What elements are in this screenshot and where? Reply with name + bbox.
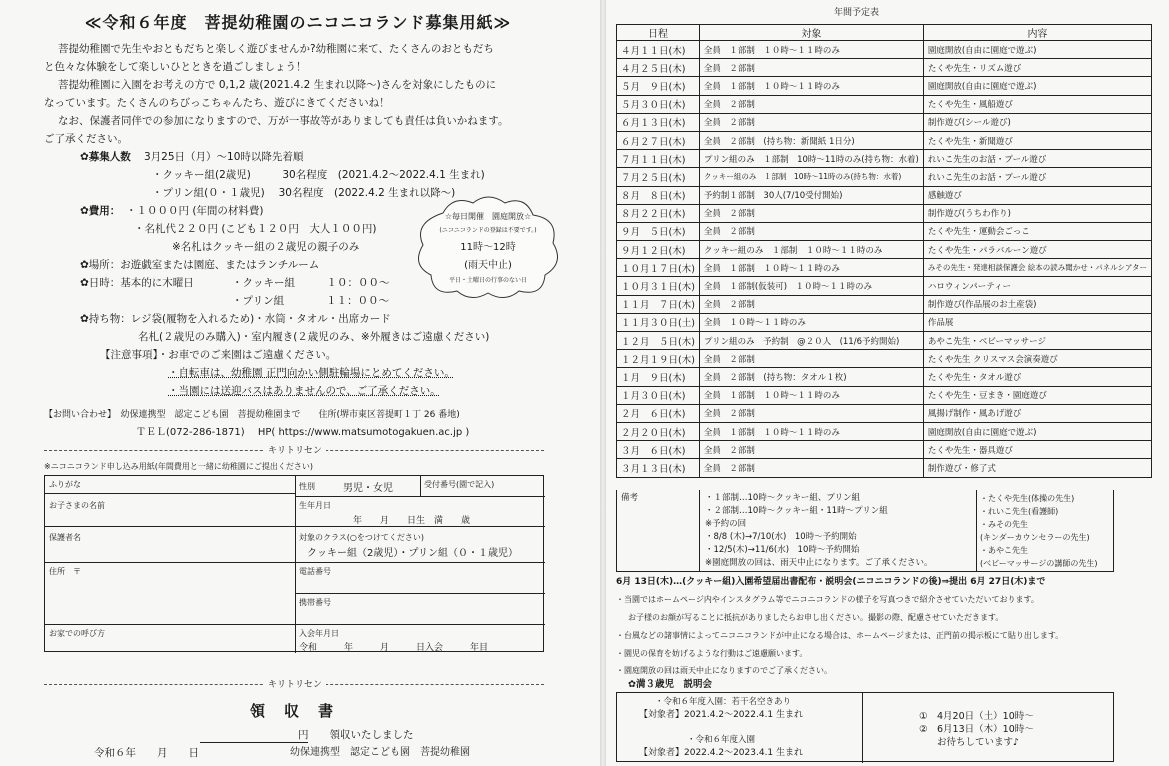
class-field[interactable]: クッキー組（2歳児）・プリン組（０・１歳児） [307, 548, 518, 559]
info-line: ・園児の保育を妨げるような行動はご遠慮願います。 [616, 649, 808, 658]
table-row [617, 313, 1152, 331]
table-row [617, 241, 1152, 259]
row-content: みその先生・発達相談保護会 絵本の読み聞かせ・パネルシアター [923, 259, 1151, 277]
row-target: プリン組のみ １部制 10時～11時のみ(持ち物：水着) [699, 150, 923, 168]
row-target: 全員 ２部制 [699, 404, 923, 422]
row-target: 全員 １部制 １０時～１１時のみ [699, 259, 923, 277]
briefing-date: ② 6月13日（木）10時～ [919, 724, 1034, 735]
row-content: たくや先生・運動会ごっこ [923, 222, 1151, 240]
row-date: ３月 ６日(木) [617, 441, 700, 459]
notes-line: ・１部制…10時～クッキー組、プリン組 [705, 493, 860, 503]
entry-field[interactable]: 令和 年 月 日入会 年目 [299, 643, 489, 653]
table-row [617, 168, 1152, 186]
table-row [617, 222, 1152, 240]
briefing-title: ✿満３歳児 説明会 [628, 679, 712, 690]
row-date: １２月１９日(木) [617, 350, 700, 368]
row-date: ６月２７日(木) [617, 131, 700, 149]
receipt-no-label: 受付番号(園で記入) [424, 480, 495, 489]
header-target: 対象 [699, 25, 923, 41]
intro-line: と色々な体験をして楽しいひとときを過ごしましょう！ [44, 61, 307, 73]
recruit-label: ✿募集人数 [80, 151, 131, 163]
row-content: たくや先生・豆まき・園庭遊び [923, 386, 1151, 404]
row-date: ７月２５日(木) [617, 168, 700, 186]
notes-line: ・れいこ先生(看護師) [980, 507, 1059, 516]
row-content: たくや先生・新聞遊び [923, 131, 1151, 149]
row-date: １０月１７日(木) [617, 259, 700, 277]
caution-line: ・自転車は、幼稚園 正門向かい側駐輪場にとめてください。 [168, 367, 455, 379]
notes-line: ・２部制…10時～クッキー組・11時～プリン組 [705, 506, 888, 516]
guardian-label: 保護者名 [49, 533, 81, 542]
intro-line: 菩提幼稚園に入園をお考えの方で 0,1,2 歳(2021.4.2 生まれ以降～)さんを対象にしたものに [58, 79, 497, 91]
row-target: 全員 １部制 １０時～１１時のみ [699, 386, 923, 404]
row-content: 作品展 [923, 313, 1151, 331]
fee-line: ・１０００円 (年間の材料費) [126, 205, 264, 217]
table-row [617, 113, 1152, 131]
row-target: 全員 ２部制 (持ち物：新聞紙 1日分) [699, 131, 923, 149]
cloud-time: 11時～12時 [460, 242, 516, 253]
row-date: ５月 ９日(木) [617, 77, 700, 95]
schedule-title: 年間予定表 [834, 8, 880, 18]
row-date: ２月２０日(木) [617, 422, 700, 440]
table-row [617, 41, 1152, 59]
row-date: １１月 ７日(木) [617, 295, 700, 313]
notes-box [616, 490, 1114, 572]
table-row [617, 459, 1152, 477]
row-content: あやこ先生・ベビーマッサージ [923, 332, 1151, 350]
row-target: 全員 １部制 １０時～１１時のみ [699, 41, 923, 59]
contact-tel-hp[interactable]: ＴＥＬ(072-286-1871) HP( https://www.matsumotogakuen.ac.jp ) [136, 427, 470, 438]
row-content: 園庭開放(自由に園庭で遊ぶ) [923, 422, 1151, 440]
gender-label: 性別 [299, 482, 315, 491]
table-row [617, 95, 1152, 113]
row-target: 全員 ２部制 [699, 350, 923, 368]
row-target: 全員 ２部制 [699, 59, 923, 77]
row-date: １１月３０日(土) [617, 313, 700, 331]
birth-label: 生年月日 [299, 501, 331, 510]
fee-line: ・名札代２２０円 (こども１２０円 大人１００円) [134, 223, 377, 235]
recruit-date: 3月25日（月）～10時以降先着順 [144, 151, 304, 163]
fee-label: ✿費用： [80, 205, 121, 217]
notes-line: (キンダーカウンセラーの先生) [980, 533, 1090, 542]
cloud-title: ☆毎日開催 園庭開放☆ [444, 212, 532, 221]
notes-mid [705, 492, 932, 570]
cut-label: キリトリセン [264, 677, 326, 690]
table-row [617, 422, 1152, 440]
fee-note: ※名札はクッキー組の２歳児の親子のみ [172, 241, 360, 253]
briefing-line: 【対象者】2021.4.2～2022.4.1 生まれ [639, 710, 804, 720]
row-content: れいこ先生のお話・プール遊び [923, 150, 1151, 168]
notes-right [980, 492, 1097, 570]
briefing-box [616, 692, 1114, 762]
row-date: ９月１２日(木) [617, 241, 700, 259]
row-target: 全員 ２部制 (持ち物：タオル１枚) [699, 368, 923, 386]
form-note: ※ニコニコランド申し込み用紙(年間費用と一緒に幼稚園にご提出ください) [44, 462, 313, 471]
cloud-note: (ニコニコランドの登録は不要です。) [439, 227, 537, 234]
notes-line: ・たくや先生(体操の先生) [980, 494, 1075, 503]
row-target: 全員 ２部制 [699, 222, 923, 240]
table-row [617, 131, 1152, 149]
row-date: ３月１３日(木) [617, 459, 700, 477]
table-row [617, 441, 1152, 459]
row-date: ６月１３日(木) [617, 113, 700, 131]
info-line: 6月 13日(木)…(クッキー組)入園希望届出書配布・説明会(ニコニコランドの後)⇒提出 6月 27日(木)まで [616, 577, 1046, 587]
row-target: 予約制１部制 30人(7/10受付開始) [699, 186, 923, 204]
caution-line: ・当園には送迎バスはありませんので、ご了承ください。 [168, 385, 441, 397]
furigana-label: ふりがな [49, 480, 81, 489]
row-content: 制作遊び(作品展のお土産袋) [923, 295, 1151, 313]
row-content: たくや先生・タオル遊び [923, 368, 1151, 386]
notes-line: (ベビーマッサージの講師の先生) [980, 559, 1098, 568]
row-content: れいこ先生のお話・プール遊び [923, 168, 1151, 186]
briefing-line: ・令和６年度入園 [687, 735, 756, 745]
header-content: 内容 [923, 25, 1151, 41]
datetime-label: ✿日時：基本的に木曜日 [80, 277, 194, 289]
row-date: ４月２５日(木) [617, 59, 700, 77]
row-date: ８月 ８日(木) [617, 186, 700, 204]
info-line: ・園庭開放の回は雨天中止になりますのでご了承ください。 [616, 666, 832, 675]
row-date: １０月３１日(木) [617, 277, 700, 295]
table-row [617, 77, 1152, 95]
gender-field[interactable]: 男児・女児 [343, 483, 393, 494]
row-content: 園庭開放(自由に園庭で遊ぶ) [923, 41, 1151, 59]
table-row [617, 295, 1152, 313]
row-target: 全員 ２部制 [699, 459, 923, 477]
notes-line: ※園庭開放の回は、雨天中止になります。ご了承ください。 [705, 558, 933, 568]
table-row [617, 332, 1152, 350]
application-form [44, 475, 544, 652]
row-content: たくや先生・リズム遊び [923, 59, 1151, 77]
row-content: たくや先生・風船遊び [923, 95, 1151, 113]
row-date: ４月１１日(木) [617, 41, 700, 59]
row-target: 全員 １部制 １０時～１１時のみ [699, 77, 923, 95]
row-content: たくや先生 クリスマス会演奏遊び [923, 350, 1151, 368]
header-date: 日程 [617, 25, 700, 41]
receipt-date: 令和６年 月 日 [94, 747, 199, 759]
schedule-table [616, 24, 1152, 478]
intro-line: なお、保護者同伴での参加になりますので、万が一事故等がありましても責任は負いかねます。 [58, 115, 509, 127]
intro-line: ご了承ください。 [44, 133, 128, 145]
table-row [617, 259, 1152, 277]
child-name-label: お子さまの名前 [49, 501, 105, 510]
table-row [617, 368, 1152, 386]
row-target: 全員 １部制(仮装可) １０時～１１時のみ [699, 277, 923, 295]
table-row [617, 186, 1152, 204]
table-row [617, 350, 1152, 368]
row-target: 全員 １０時～１１時のみ [699, 313, 923, 331]
table-header-row [617, 25, 1152, 41]
notes-label: 備考 [621, 493, 639, 503]
row-date: ８月２２日(木) [617, 204, 700, 222]
page-title: ≪令和６年度 菩提幼稚園のニコニコランド募集用紙≫ [84, 13, 512, 32]
nickname-label: お家での呼び方 [49, 629, 105, 638]
receipt-amount-line [200, 742, 308, 743]
cookie-group: ・クッキー組(2歳児) 30名程度 (2021.4.2～2022.4.1 生まれ) [152, 169, 485, 181]
notes-line: ・あやこ先生 [980, 546, 1028, 555]
table-row [617, 404, 1152, 422]
row-date: １２月 ５日(木) [617, 332, 700, 350]
row-content: 制作遊び(うちわ作り) [923, 204, 1151, 222]
birth-field[interactable]: 年 月 日生 満 歳 [353, 516, 471, 526]
table-row [617, 150, 1152, 168]
row-target: 全員 ２部制 [699, 204, 923, 222]
row-target: 全員 １部制 １０時～１１時のみ [699, 422, 923, 440]
mobile-label: 携帯番号 [299, 598, 331, 607]
row-target: 全員 ２部制 [699, 441, 923, 459]
row-date: ２月 ６日(木) [617, 404, 700, 422]
cloud-days: 平日・土曜日の行事のない日 [448, 277, 527, 284]
row-date: １月 ９日(木) [617, 368, 700, 386]
contact: 【お問い合わせ】 幼保連携型 認定こども園 菩提幼稚園まで 住所(堺市東区菩提町１丁 26 番地) [44, 410, 460, 420]
phone-label: 電話番号 [299, 567, 331, 576]
notes-line: ※予約の回 [705, 519, 747, 529]
receipt-title: 領 収 書 [250, 702, 336, 720]
cloud-text [413, 210, 563, 288]
datetime-cookie: ・クッキー組 １０：００～ [232, 277, 390, 289]
row-target: 全員 ２部制 [699, 295, 923, 313]
row-target: クッキー組のみ １部制 １０時～１１時のみ [699, 241, 923, 259]
briefing-line: 【対象者】2022.4.2～2023.4.1 生まれ [639, 748, 804, 758]
intro-line: 菩提幼稚園で先生やおともだちと楽しく遊びませんか?幼稚園に来て、たくさんのおともだち [58, 43, 494, 55]
row-target: 全員 ２部制 [699, 113, 923, 131]
table-row [617, 59, 1152, 77]
row-content: 風揚げ制作・風あげ遊び [923, 404, 1151, 422]
info-line: ・当園ではホームページ内やインスタグラム等でニコニコランドの様子を写真つきで紹介させていただいております。 [616, 595, 1039, 604]
cut-label: キリトリセン [264, 443, 326, 456]
notes-line: ・みその先生 [980, 520, 1028, 529]
address-label: 住所 〒 [49, 567, 81, 576]
row-content: 感触遊び [923, 186, 1151, 204]
row-content: たくや先生・器具遊び [923, 441, 1151, 459]
place: ✿場所：お遊戯室または園庭、またはランチルーム [80, 259, 320, 271]
cloud-rain: (雨天中止) [464, 260, 512, 271]
table-row [617, 386, 1152, 404]
info-line: お子様のお顔が写ることに抵抗がありましたらお申し出ください。撮影の際、配慮させていただきます。 [628, 613, 1004, 622]
receipt-issuer: 幼保連携型 認定こども園 菩提幼稚園 [290, 747, 470, 758]
receipt-yen: 円 領収いたしました [298, 729, 414, 741]
table-row [617, 204, 1152, 222]
notes-line: ・12/5(木)→11/6(水) 10時～予約開始 [705, 545, 860, 555]
row-content: ハロウィンパーティー [923, 277, 1151, 295]
datetime-purin: ・プリン組 １１：００～ [232, 295, 390, 307]
items-line: ✿持ち物：レジ袋(履物を入れるため)・水筒・タオル・出席カード [80, 313, 391, 325]
briefing-line: ・令和６年度入園：若干名空きあり [655, 697, 792, 707]
row-content: 園庭開放(自由に園庭で遊ぶ) [923, 77, 1151, 95]
class-label: 対象のクラス(○をつけてください) [299, 533, 424, 542]
briefing-date: ① 4月20日（土）10時～ [919, 711, 1034, 722]
row-content: たくや先生・パラバルーン遊び [923, 241, 1151, 259]
row-date: １月３０日(木) [617, 386, 700, 404]
caution-line: 【注意事項】・お車でのご来園はご遠慮ください。 [100, 349, 337, 361]
briefing-closing: お待ちしています♪ [937, 737, 1020, 748]
info-line: ・台風などの諸事情によってニコニコランドが中止になる場合は、ホームページまたは、正門前の掲示板にて貼り出します。 [616, 631, 1064, 640]
entry-label: 入会年月日 [299, 629, 339, 638]
row-target: クッキー組のみ １部制 10時～11時のみ(持ち物：水着) [699, 168, 923, 186]
row-target: プリン組のみ 予約制 @２０人 (11/6予約開始) [699, 332, 923, 350]
purin-group: ・プリン組(０・１歳児) 30名程度 (2022.4.2 生まれ以降～) [152, 187, 456, 199]
row-target: 全員 ２部制 [699, 95, 923, 113]
row-content: 制作遊び(シール遊び) [923, 113, 1151, 131]
notes-line: ・8/8 (木)→7/10(水) 10時～予約開始 [705, 532, 857, 542]
row-date: ５月３０日(木) [617, 95, 700, 113]
row-date: ９月 ５日(木) [617, 222, 700, 240]
intro-line: なっています。たくさんのちびっこちゃんたち、遊びにきてくださいね！ [44, 97, 390, 109]
row-date: ７月１１日(木) [617, 150, 700, 168]
items-line: 名札(２歳児のみ購入)・室内履き(２歳児のみ、※外履きはご遠慮ください) [138, 331, 490, 343]
table-row [617, 277, 1152, 295]
row-content: 制作遊び・修了式 [923, 459, 1151, 477]
